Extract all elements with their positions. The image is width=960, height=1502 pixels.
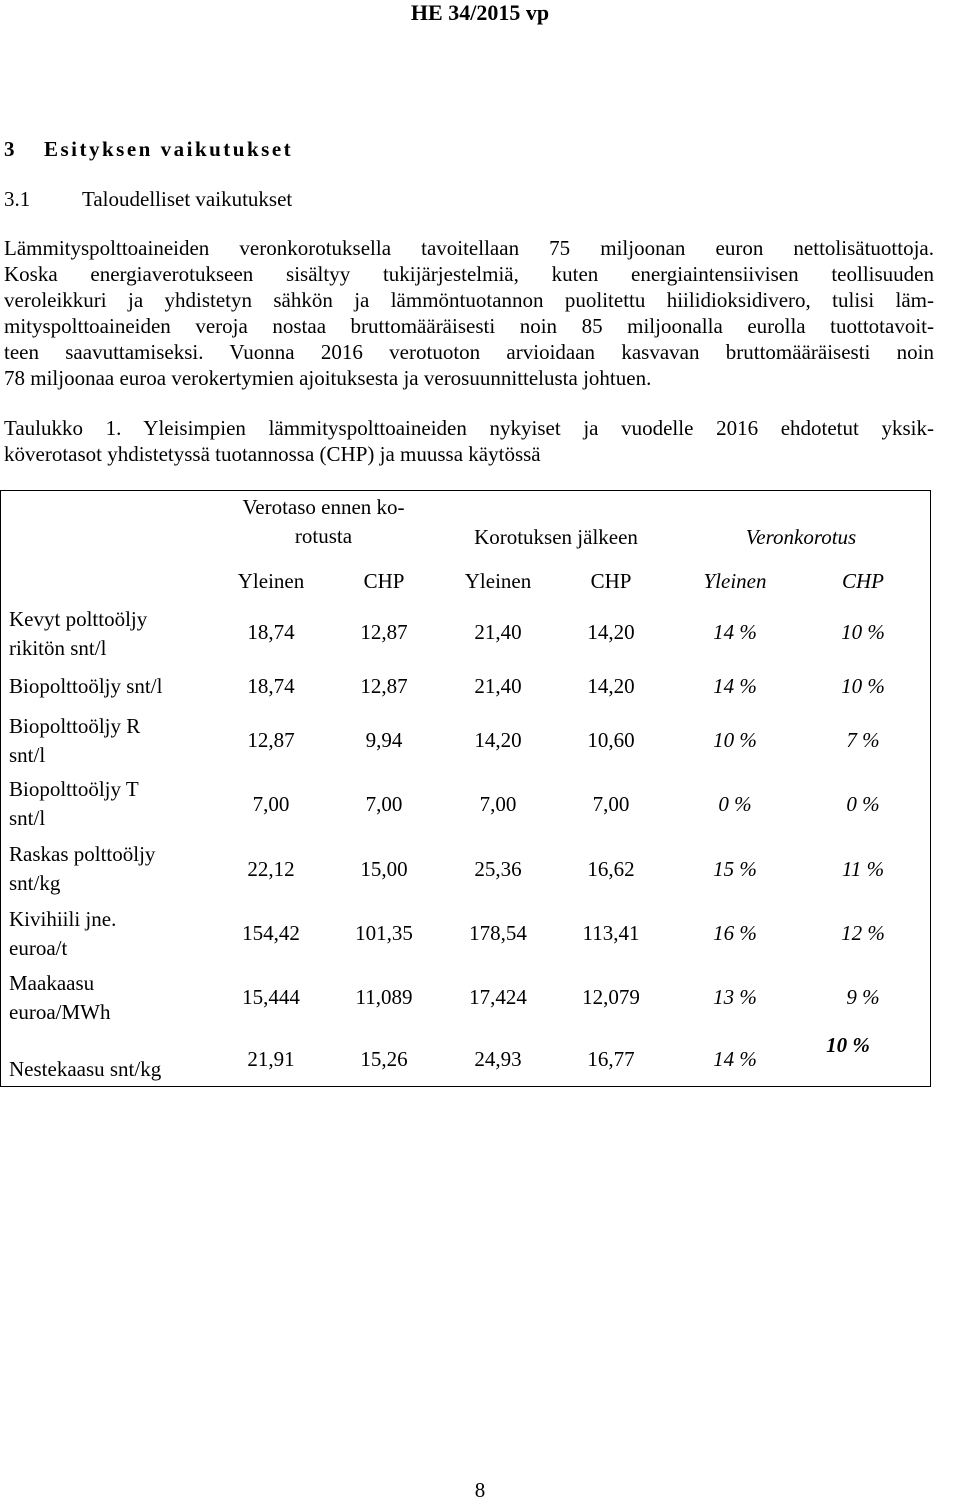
header-tax-increase: Veronkorotus: [745, 525, 857, 549]
paragraph-line: Koska energiaverotukseen sisältyy tukijärjestelmiä, kuten energiaintensiivisen teollisuuden: [4, 262, 934, 286]
table-cell: 12,87: [360, 620, 408, 644]
section-heading: [4, 136, 293, 162]
row-label-unit: rikitön snt/l: [9, 636, 107, 660]
tax-rate-table: [0, 490, 931, 1087]
subheader-general: Yleinen: [703, 569, 767, 593]
table-cell: 7,00: [365, 792, 403, 816]
paragraph-line: Lämmityspolttoaineiden veronkorotuksella tavoitellaan 75 miljoonan euron nettolisätuottoja.: [4, 236, 934, 260]
table-cell: 9,94: [365, 728, 403, 752]
row-label: Raskas polttoöljy: [9, 842, 156, 866]
table-cell: 14 %: [713, 620, 757, 644]
row-label-unit: snt/l: [9, 743, 46, 767]
table-cell: 12,87: [360, 674, 408, 698]
subsection-heading: [4, 186, 292, 212]
table-cell: 15,26: [360, 1047, 408, 1071]
row-label: Biopolttoöljy R: [9, 714, 141, 738]
paragraph-line: teen saavuttamiseksi. Vuonna 2016 verotuoton arvioidaan kasvavan bruttomääräisesti noin: [4, 340, 934, 364]
table-cell: 24,93: [474, 1047, 522, 1071]
row-label: Kevyt polttoöljy: [9, 607, 148, 631]
table-cell: 101,35: [355, 921, 413, 945]
subheader-chp: CHP: [590, 569, 632, 593]
table-cell: 10 %: [841, 620, 885, 644]
paragraph-line: mityspolttoaineiden veroja nostaa bruttomääräisesti noin 85 miljoonalla eurolla tuottotavoit-: [4, 314, 934, 338]
row-label: Biopolttoöljy snt/l: [9, 674, 163, 698]
section-number: 3: [4, 137, 15, 161]
row-label-unit: snt/l: [9, 806, 46, 830]
table-cell: 22,12: [247, 857, 295, 881]
caption-line: köverotasot yhdistetyssä tuotannossa (CHP) ja muussa käytössä: [4, 442, 541, 466]
table-cell: 7 %: [846, 728, 880, 752]
table-cell: 7,00: [479, 792, 517, 816]
table-cell: 18,74: [247, 620, 295, 644]
table-cell: 14,20: [474, 728, 522, 752]
table-cell: 14 %: [713, 674, 757, 698]
row-label-unit: snt/kg: [9, 871, 61, 895]
table-cell: 21,40: [474, 674, 522, 698]
caption-line: Taulukko 1. Yleisimpien lämmityspolttoaineiden nykyiset ja vuodelle 2016 ehdotetut yksik-: [4, 416, 934, 440]
table-cell: 21,91: [247, 1047, 295, 1071]
table-cell: 15 %: [713, 857, 757, 881]
row-label: Maakaasu: [9, 971, 95, 995]
table-cell: 12 %: [841, 921, 885, 945]
table-cell: 15,00: [360, 857, 408, 881]
subheader-general: Yleinen: [464, 569, 532, 593]
subheader-chp: CHP: [842, 569, 884, 593]
table-cell: 25,36: [474, 857, 522, 881]
row-label: Biopolttoöljy T: [9, 777, 139, 801]
table-cell: 16,62: [587, 857, 635, 881]
table-cell: 0 %: [718, 792, 752, 816]
table-cell: 12,079: [582, 985, 640, 1009]
header-before-line2: rotusta: [294, 524, 353, 548]
table-cell: 14 %: [713, 1047, 757, 1071]
table-cell: 154,42: [242, 921, 300, 945]
table-cell: 178,54: [469, 921, 527, 945]
table-cell: 10 %: [826, 1033, 870, 1057]
table-caption: [4, 415, 934, 467]
table-cell: 16 %: [713, 921, 757, 945]
table-cell: 21,40: [474, 620, 522, 644]
table-cell: 12,87: [247, 728, 295, 752]
paragraph-line: veroleikkuri ja yhdistetyn sähkön ja lämmöntuotannon puolitettu hiilidioksidivero, tulisi läm-: [4, 288, 934, 312]
table-cell: 7,00: [592, 792, 630, 816]
table-cell: 7,00: [252, 792, 290, 816]
row-label-unit: euroa/t: [9, 936, 68, 960]
subsection-number: 3.1: [4, 187, 31, 211]
table-cell: 0 %: [846, 792, 880, 816]
table-cell: 16,77: [587, 1047, 635, 1071]
subsection-title-text: Taloudelliset vaikutukset: [82, 187, 293, 211]
table-cell: 14,20: [587, 674, 635, 698]
subheader-general: Yleinen: [237, 569, 305, 593]
table-cell: 113,41: [582, 921, 640, 945]
page-number: 8: [474, 1478, 486, 1502]
header-before-line1: Verotaso ennen ko-: [242, 495, 405, 519]
subheader-chp: CHP: [363, 569, 405, 593]
paragraph-line: 78 miljoonaa euroa verokertymien ajoituksesta ja verosuunnittelusta johtuen.: [4, 366, 652, 390]
row-label-unit: euroa/MWh: [9, 1000, 111, 1024]
table-cell: 18,74: [247, 674, 295, 698]
document-id-header: HE 34/2015 vp: [410, 0, 550, 25]
header-after-increase: Korotuksen jälkeen: [474, 525, 638, 549]
row-label: Kivihiili jne.: [9, 907, 117, 931]
table-cell: 9 %: [846, 985, 880, 1009]
table-cell: 14,20: [587, 620, 635, 644]
table-cell: 17,424: [469, 985, 527, 1009]
table-cell: 10,60: [587, 728, 635, 752]
economic-impact-paragraph: [4, 235, 934, 391]
table-cell: 11 %: [841, 857, 885, 881]
section-title-text: Esityksen vaikutukset: [44, 137, 294, 161]
table-cell: 13 %: [713, 985, 757, 1009]
table-cell: 15,444: [242, 985, 300, 1009]
table-cell: 11,089: [355, 985, 413, 1009]
row-label: Nestekaasu snt/kg: [9, 1057, 162, 1081]
table-cell: 10 %: [841, 674, 885, 698]
header-before-increase: [216, 493, 431, 551]
table-cell: 10 %: [713, 728, 757, 752]
